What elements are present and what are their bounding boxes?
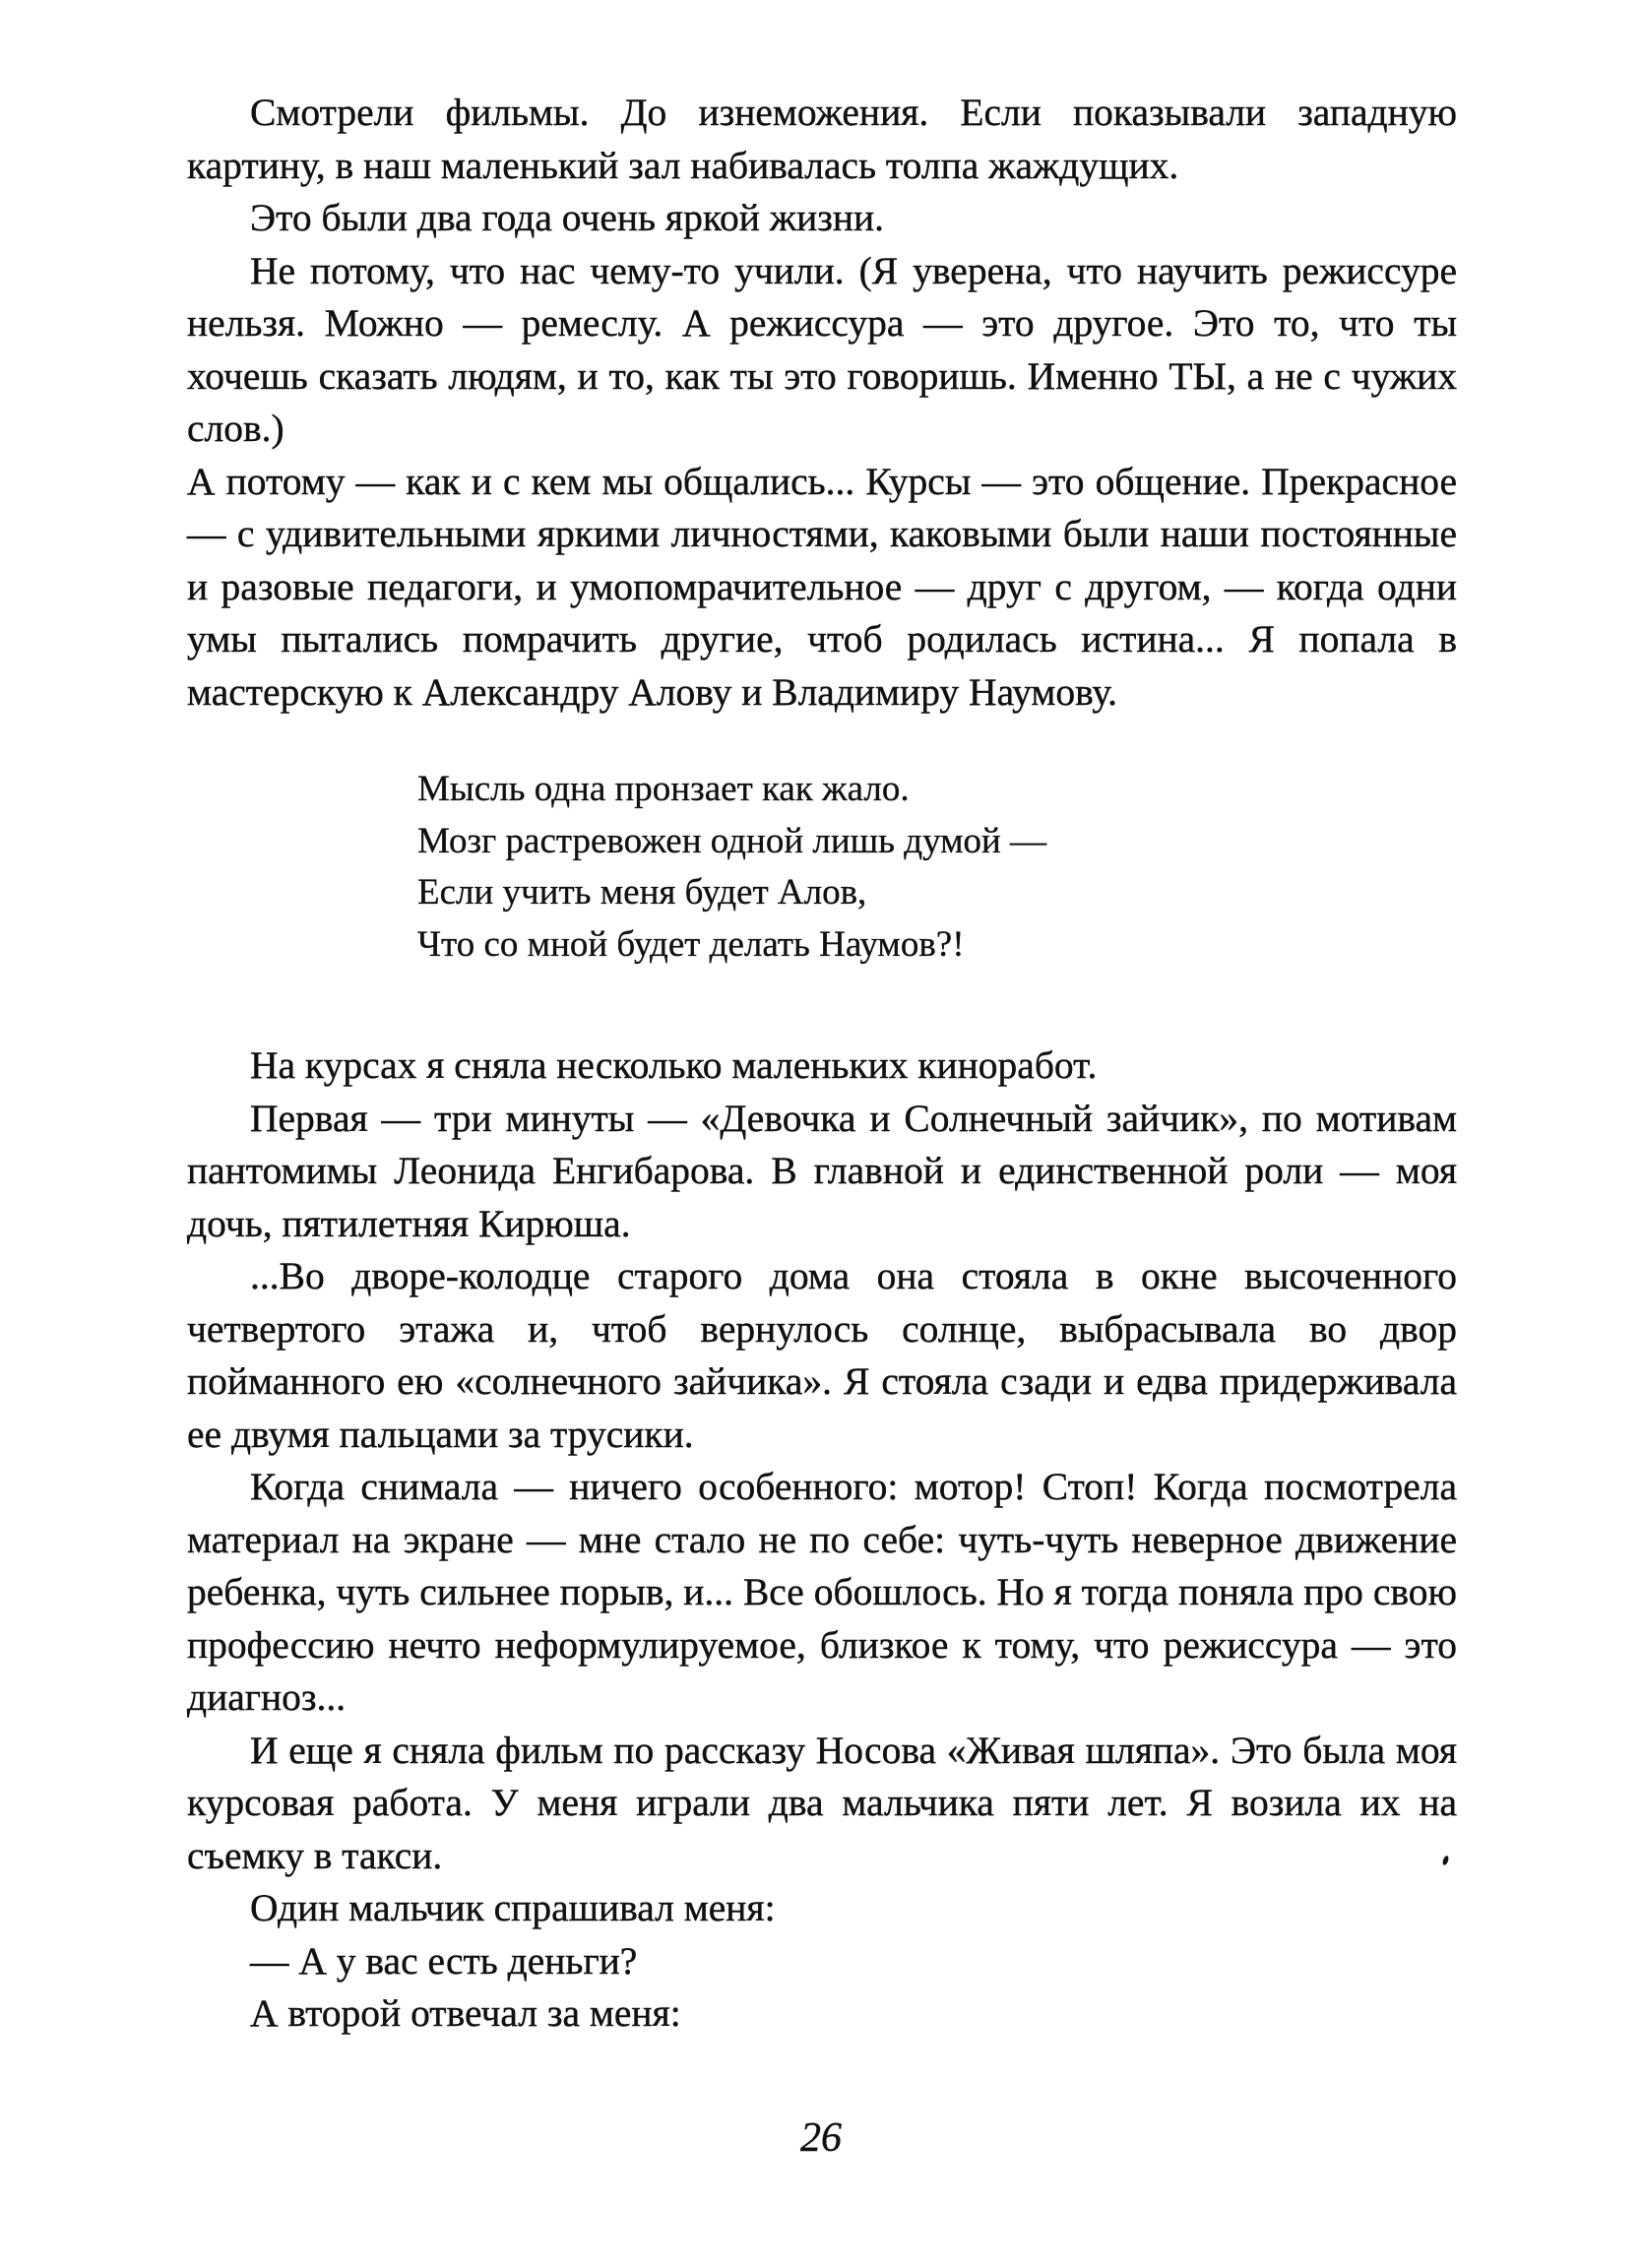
text-block-bottom [187,1040,1457,2041]
paragraph: Один мальчик спрашивал меня: [250,1886,776,1929]
text-block-top [187,87,1457,719]
paragraph: Не потому, что нас чему-то учили. (Я уверена, что научить режиссуре нельзя. Можно — ремеслу. А режиссура — это другое. Это то, что ты хочешь сказать людям, и то, как ты это говоришь. Именно ТЫ, а не с чужих слов.) [187,248,1457,450]
paragraph: Это были два года очень яркой жизни. [250,196,884,239]
page-number: 26 [800,2115,842,2161]
paragraph: — А у вас есть деньги? [250,1938,638,1983]
paragraph: Когда снимала — ничего особенного: мотор! Стоп! Когда посмотрела материал на экране — мне стало не по себе: чуть-чуть неверное движение ребенка, чуть сильнее порыв, и... Все обошлось. Но я тогда поняла про свою профессию нечто неформулируемое, близкое к тому, что режиссура — это диагноз... [187,1465,1457,1719]
paragraph: ...Во дворе-колодце старого дома она стояла в окне высоченного четвертого этажа и, чтоб вернулось солнце, выбрасывала во двор пойманного ею «солнечного зайчика». Я стояла сзади и едва придерживала ее двумя пальцами за трусики. [187,1254,1457,1456]
paragraph: Смотрели фильмы. До изнеможения. Если показывали западную картину, в наш маленький зал набивалась толпа жаждущих. [187,91,1457,187]
paragraph: Первая — три минуты — «Девочка и Солнечный зайчик», по мотивам пантомимы Леонида Енгибарова. В главной и единственной роли — моя дочь, пятилетняя Кирюша. [187,1096,1457,1245]
poem-line: Мозг растревожен одной лишь думой — [417,820,1047,861]
paragraph: А второй отвечал за меня: [250,1991,681,2035]
poem-line: Что со мной будет делать Наумов?! [417,923,965,965]
page-body [187,87,1457,2041]
paragraph: И еще я сняла фильм по рассказу Носова «Живая шляпа». Это была моя курсовая работа. У меня играли два мальчика пяти лет. Я возила их на съемку в такси. [187,1728,1457,1877]
poem-line: Если учить меня будет Алов, [417,872,867,913]
poem-line: Мысль одна пронзает как жало. [417,769,910,809]
paragraph: На курсах я сняла несколько маленьких киноработ. [250,1043,1098,1087]
paragraph: А потому — как и с кем мы общались... Курсы — это общение. Прекрасное — с удивительными яркими личностями, каковыми были наши постоянные и разовые педагоги, и умопомрачительное — друг с другом, — когда одни умы пытались помрачить другие, чтоб родилась истина... Я попала в мастерскую к Александру Алову и Владимиру Наумову. [187,459,1457,714]
poem-stanza [417,764,1457,971]
